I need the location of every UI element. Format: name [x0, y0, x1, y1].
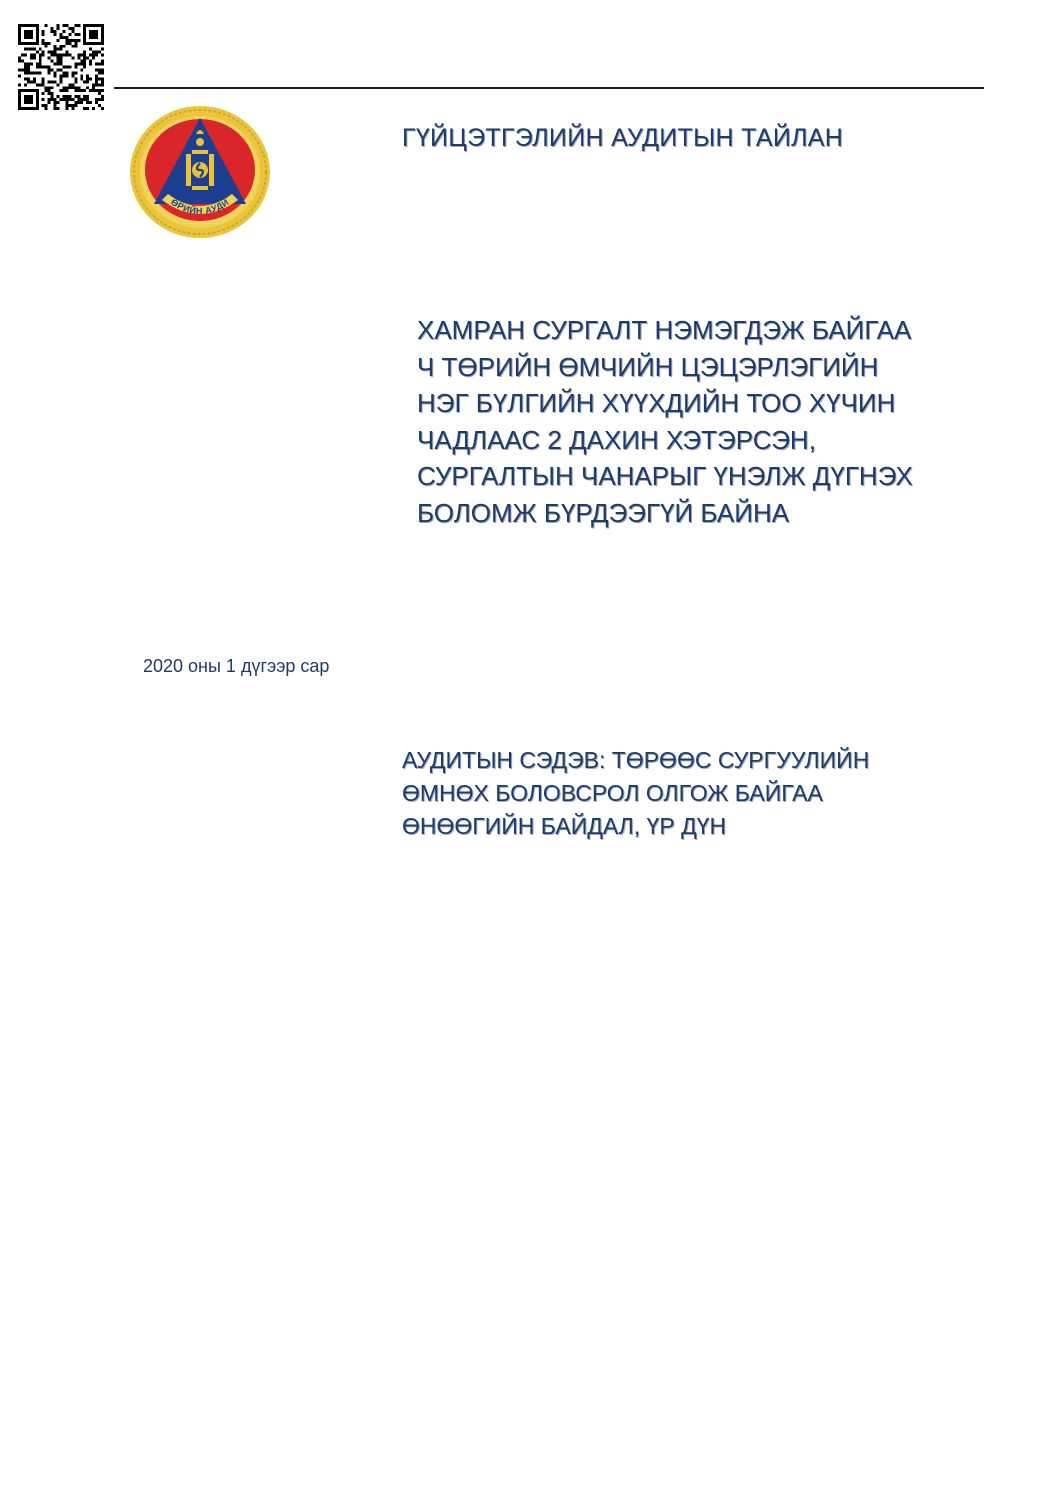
headline-line: Ч ТӨРИЙН ӨМЧИЙН ЦЭЦЭРЛЭГИЙН [417, 351, 879, 382]
state-audit-logo [128, 104, 272, 240]
qr-code [18, 24, 104, 110]
topic-line: АУДИТЫН СЭДЭВ: ТӨРӨӨС СУРГУУЛИЙН [402, 747, 870, 773]
topic-line: ӨМНӨХ БОЛОВСРОЛ ОЛГОЖ БАЙГАА [402, 780, 823, 806]
report-type-title: ГҮЙЦЭТГЭЛИЙН АУДИТЫН ТАЙЛАН [402, 124, 844, 152]
headline-line: ЧАДЛААС 2 ДАХИН ХЭТЭРСЭН, [417, 424, 816, 455]
audit-topic [402, 744, 962, 843]
report-headline [417, 312, 997, 531]
topic-line: ӨНӨӨГИЙН БАЙДАЛ, ҮР ДҮН [402, 813, 727, 839]
header-rule [114, 87, 984, 89]
logo-caption: ӨРИЙН АУДИ [169, 196, 231, 217]
report-date: 2020 оны 1 дүгээр сар [143, 656, 330, 676]
headline-line: СУРГАЛТЫН ЧАНАРЫГ ҮНЭЛЖ ДҮГНЭХ [417, 461, 913, 491]
headline-line: НЭГ БҮЛГИЙН ХҮҮХДИЙН ТОО ХҮЧИН [417, 388, 896, 418]
headline-line: ХАМРАН СУРГАЛТ НЭМЭГДЭЖ БАЙГАА [417, 315, 912, 345]
headline-line: БОЛОМЖ БҮРДЭЭГҮЙ БАЙНА [417, 497, 790, 528]
